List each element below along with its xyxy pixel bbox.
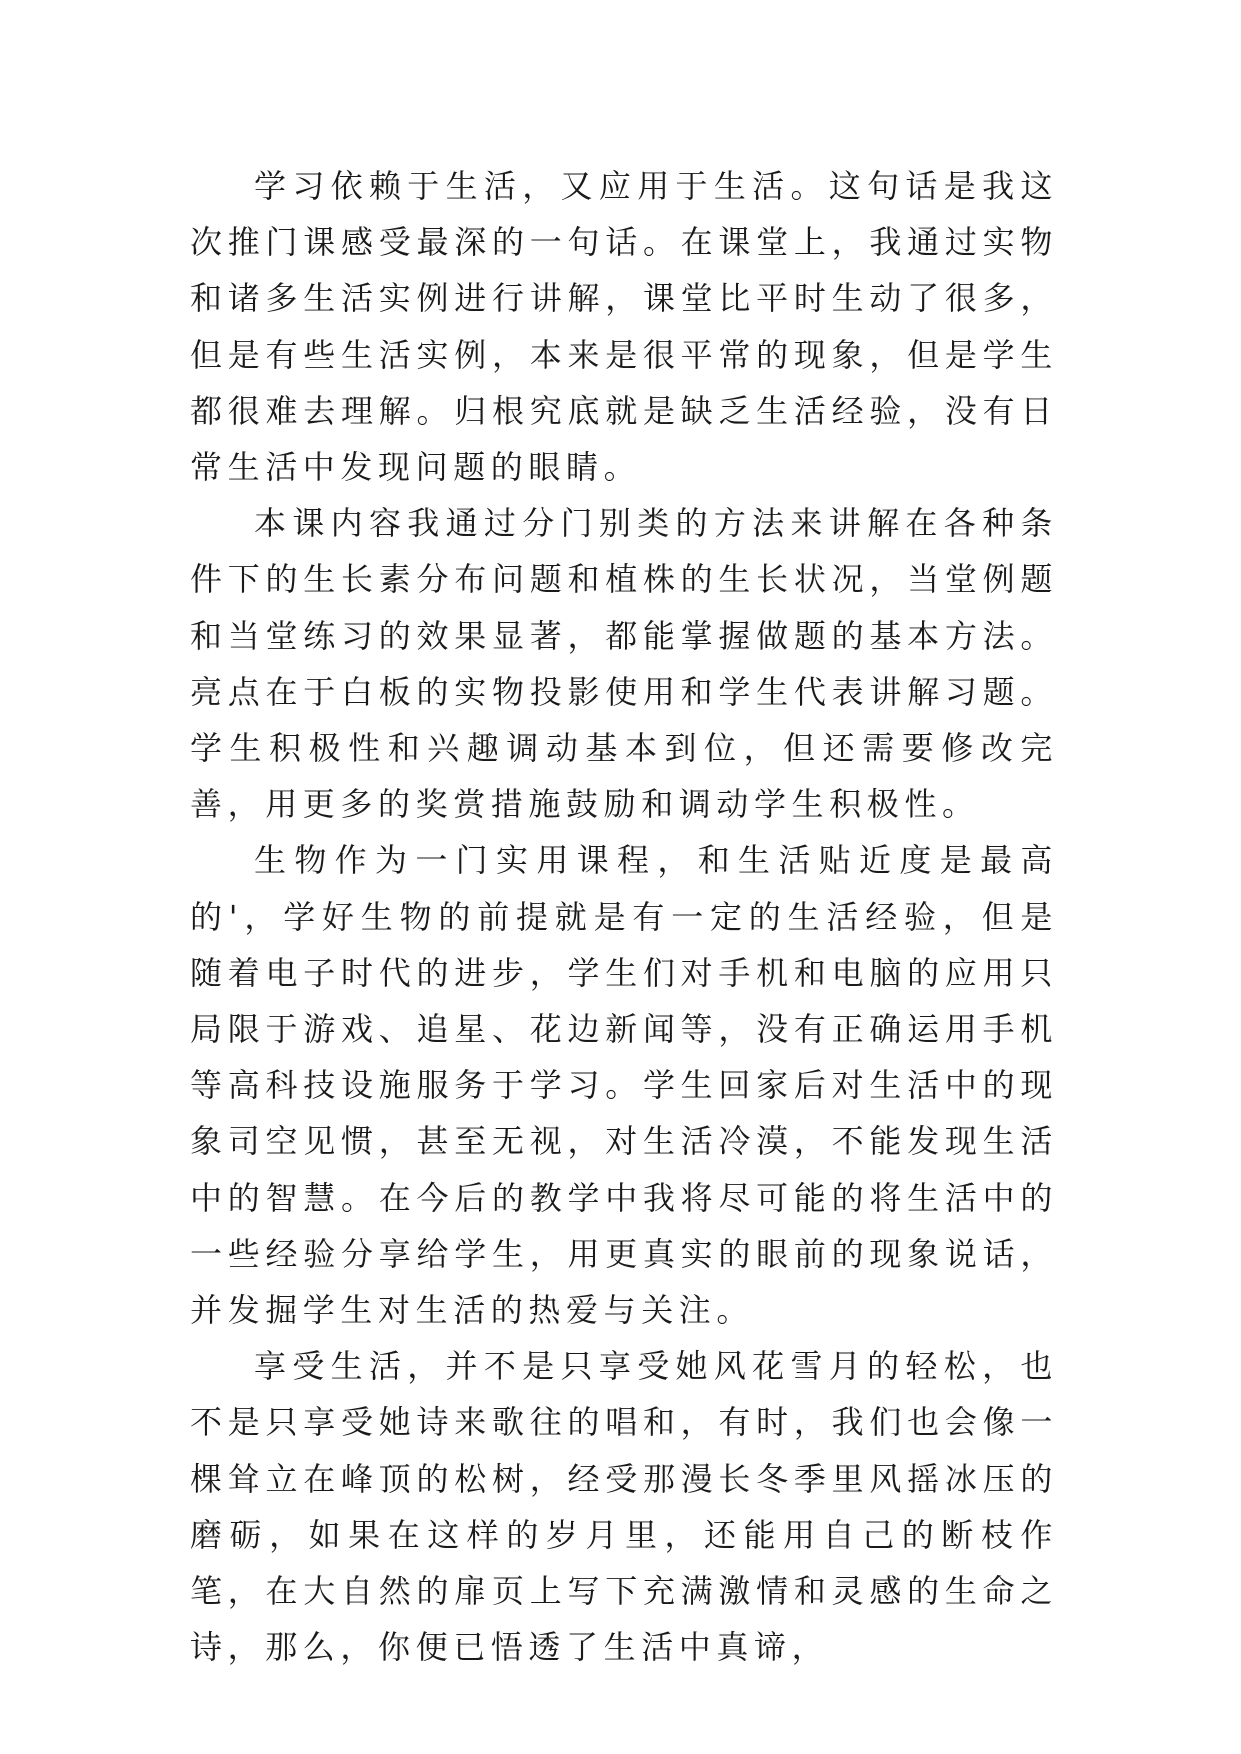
paragraph-4: 享受生活，并不是只享受她风花雪月的轻松，也不是只享受她诗来歌往的唱和，有时，我们也会像一棵耸立在峰顶的松树，经受那漫长冬季里风摇冰压的磨砺，如果在这样的岁月里，还能用自己的断枝作笔，在大自然的扉页上写下充满激情和灵感的生命之诗，那么，你便已悟透了生活中真谛， bbox=[190, 1347, 1058, 1667]
paragraph-1: 学习依赖于生活，又应用于生活。这句话是我这次推门课感受最深的一句话。在课堂上，我通过实物和诸多生活实例进行讲解，课堂比平时生动了很多，但是有些生活实例，本来是很平常的现象，但是学生都很难去理解。归根究底就是缺乏生活经验，没有日常生活中发现问题的眼睛。 bbox=[190, 167, 1058, 487]
paragraph-3: 生物作为一门实用课程，和生活贴近度是最高的'，学好生物的前提就是有一定的生活经验，但是随着电子时代的进步，学生们对手机和电脑的应用只局限于游戏、追星、花边新闻等，没有正确运用手机等高科技设施服务于学习。学生回家后对生活中的现象司空见惯，甚至无视，对生活冷漠，不能发现生活中的智慧。在今后的教学中我将尽可能的将生活中的一些经验分享给学生，用更真实的眼前的现象说话，并发掘学生对生活的热爱与关注。 bbox=[190, 841, 1058, 1330]
body-text bbox=[190, 158, 1058, 1675]
paragraph-2: 本课内容我通过分门别类的方法来讲解在各种条件下的生长素分布问题和植株的生长状况，当堂例题和当堂练习的效果显著，都能掌握做题的基本方法。亮点在于白板的实物投影使用和学生代表讲解习题。学生积极性和兴趣调动基本到位，但还需要修改完善，用更多的奖赏措施鼓励和调动学生积极性。 bbox=[190, 504, 1058, 824]
